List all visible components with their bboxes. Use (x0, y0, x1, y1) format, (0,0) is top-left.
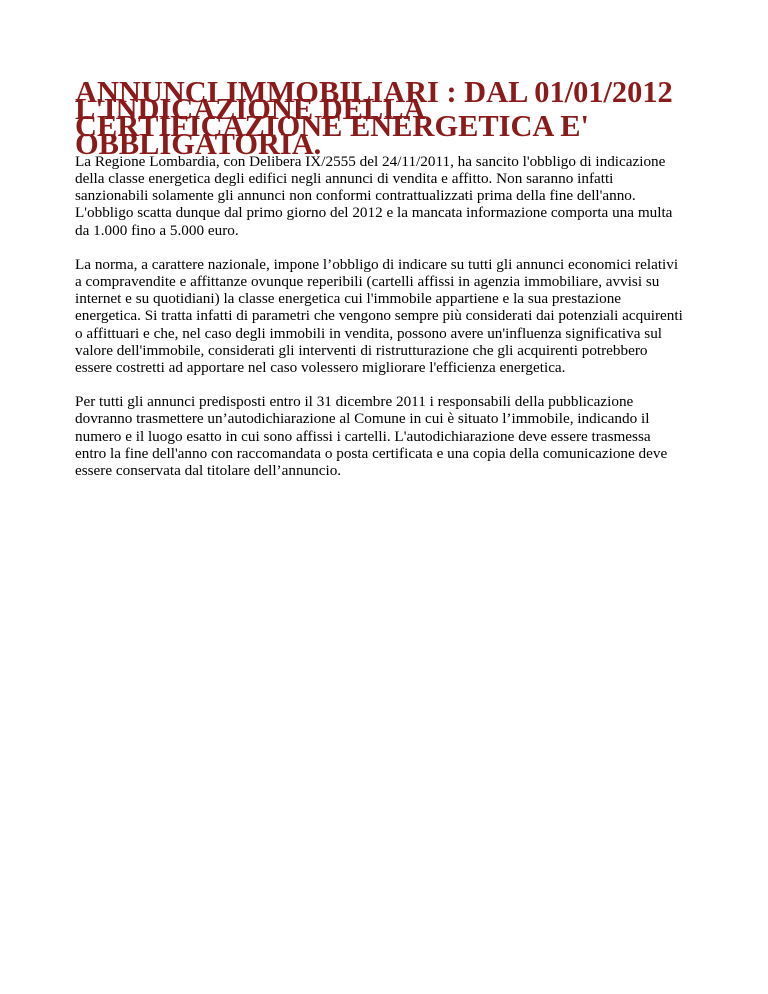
paragraph-autodichiarazione: Per tutti gli annunci predisposti entro il 31 dicembre 2011 i responsabili della pubblicazione dovranno trasmettere un’autodichiarazione al Comune in cui è situato l’immobile, indicando il numero e il luogo esatto in cui sono affissi i cartelli. L'autodichiarazione deve essere trasmessa entro la fine dell'anno con raccomandata o posta certificata e una copia della comunicazione deve essere conservata dal titolare dell’annuncio. (75, 393, 668, 480)
document-body (75, 75, 707, 480)
paragraph-intro: La Regione Lombardia, con Delibera IX/2555 del 24/11/2011, ha sancito l'obbligo di indicazione della classe energetica degli edifici negli annunci di vendita e affitto. Non saranno infatti sanzionabili solamente gli annunci non conformi contrattualizzati prima della fine dell'anno. L'obbligo scatta dunque dal primo giorno del 2012 e la mancata informazione comporta una multa da 1.000 fino a 5.000 euro. (75, 152, 673, 239)
paragraph-norma: La norma, a carattere nazionale, impone l’obbligo di indicare su tutti gli annunci economici relativi a compravendite e affittanze ovunque reperibili (cartelli affissi in agenzia immobiliare, avvisi su internet e su quotidiani) la classe energetica cui l'immobile appartiene e la sua prestazione energetica. Si tratta infatti di parametri che vengono sempre più considerati dai potenziali acquirenti o affittuari e che, nel caso degli immobili in vendita, possono avere un'influenza significativa sul valore dell'immobile, considerati gli interventi di ristrutturazione che gli acquirenti potrebbero essere costretti ad apportare nel caso volessero migliorare l'efficienza energetica. (75, 255, 683, 377)
article-title: ANNUNCI IMMOBILIARI : DAL 01/01/2012 L'INDICAZIONE DELLA CERTIFICAZIONE ENERGETICA E' OBBLIGATORIA. (75, 75, 673, 161)
